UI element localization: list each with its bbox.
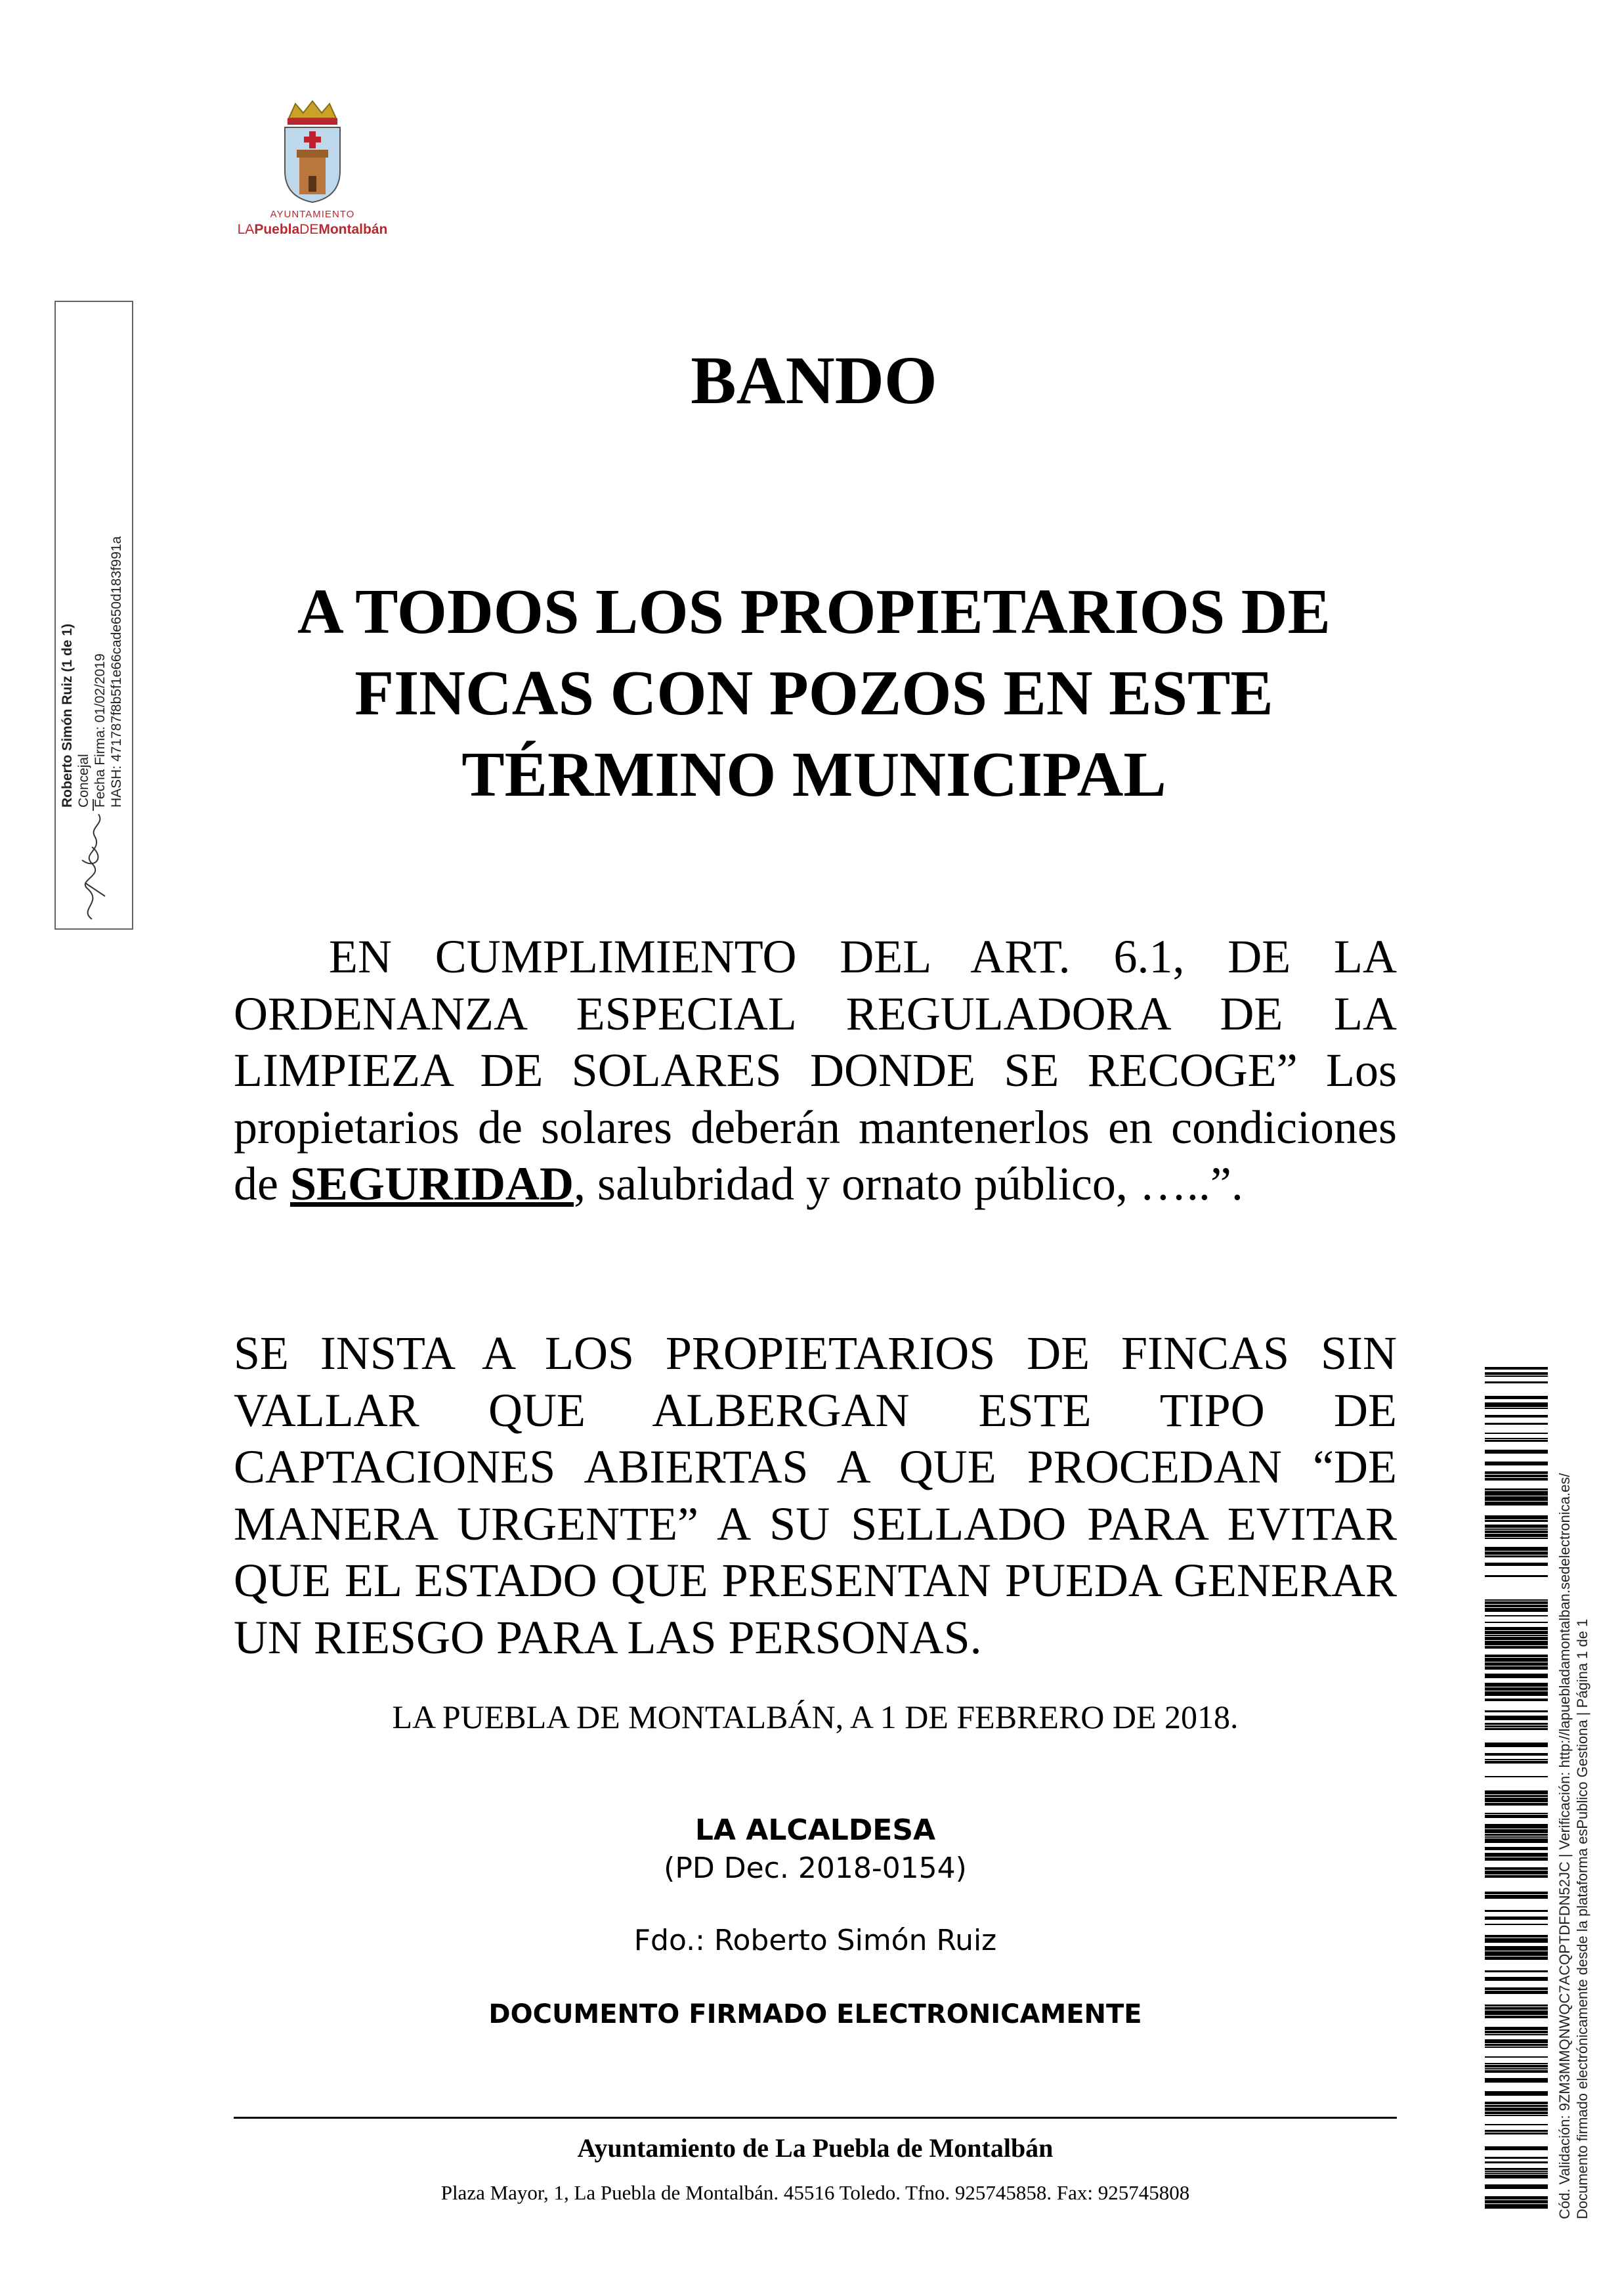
barcode-stripe (1485, 1666, 1548, 1670)
barcode-stripe (1485, 2063, 1548, 2064)
signer-position: Concejal (76, 754, 91, 808)
barcode-stripe (1485, 1761, 1548, 1764)
barcode-stripe (1485, 1367, 1548, 1370)
barcode-stripe (1485, 1790, 1548, 1794)
barcode-stripe (1485, 1917, 1548, 1920)
barcode-stripe (1485, 1829, 1548, 1833)
date-line: LA PUEBLA DE MONTALBÁN, A 1 DE FEBRERO DE 2018. (392, 1699, 1239, 1735)
barcode-stripe (1485, 1662, 1548, 1666)
barcode-stripe (1485, 1599, 1548, 1601)
barcode-stripe (1485, 1753, 1548, 1756)
barcode-stripe (1485, 1450, 1548, 1454)
barcode-stripe (1485, 1605, 1548, 1607)
decree-reference: (PD Dec. 2018-0154) (664, 1852, 967, 1885)
barcode-stripe (1485, 2056, 1548, 2058)
barcode-stripe (1485, 2115, 1548, 2116)
barcode-stripe (1485, 1496, 1548, 1501)
barcode-stripe (1485, 1547, 1548, 1551)
barcode-stripe (1485, 1951, 1548, 1956)
barcode-stripe (1485, 1924, 1548, 1925)
signature-stamp-text (59, 427, 125, 808)
signer-name: Roberto Simón Ruiz (1 de 1) (60, 623, 75, 808)
footer-organization: Ayuntamiento de La Puebla de Montalbán (577, 2133, 1054, 2163)
footer-address: Plaza Mayor, 1, La Puebla de Montalbán. 45516 Toledo. Tfno. 925745858. Fax: 925745808 (440, 2181, 1190, 2204)
barcode-stripe (1485, 2175, 1548, 2178)
barcode-stripe (1485, 1836, 1548, 1838)
barcode-stripe (1485, 2173, 1548, 2174)
electronic-signature-notice: DOCUMENTO FIRMADO ELECTRONICAMENTE (488, 1999, 1142, 2029)
validation-code: Cód. Validación: 9ZM3MMQNWQC7ACQPTDFDN52JC | Verificación: http://lapuebladamontalban.sedelectronica.es/ (1556, 1473, 1573, 2219)
barcode-stripe (1485, 1372, 1548, 1375)
barcode-stripe (1485, 1563, 1548, 1566)
barcode-stripe (1485, 1555, 1548, 1557)
signed-by: Fdo.: Roberto Simón Ruiz (633, 1924, 997, 1957)
barcode-stripe (1485, 1402, 1548, 1407)
barcode-stripe (1485, 1627, 1548, 1630)
barcode-stripe (1485, 1423, 1548, 1425)
barcode-stripe (1485, 1723, 1548, 1725)
coat-of-arms-icon (276, 98, 349, 205)
barcode-stripe (1485, 1408, 1548, 1409)
barcode-stripe (1485, 1615, 1548, 1616)
barcode-stripe (1485, 2065, 1548, 2068)
validation-text (1556, 1353, 1591, 2219)
barcode-stripe (1485, 1438, 1548, 1439)
barcode-stripe (1485, 2016, 1548, 2018)
barcode-stripe (1485, 1838, 1548, 1843)
barcode-stripe (1485, 1892, 1548, 1894)
barcode-stripe (1485, 1471, 1548, 1474)
barcode-stripe (1485, 1637, 1548, 1640)
barcode-stripe (1485, 2010, 1548, 2015)
barcode-stripe (1485, 2171, 1548, 2172)
barcode-stripe (1485, 2091, 1548, 2096)
barcode-stripe (1485, 1525, 1548, 1528)
barcode-stripe (1485, 2161, 1548, 2163)
barcode-stripe (1485, 1433, 1548, 1434)
barcode-stripe (1485, 1396, 1548, 1399)
barcode-stripe (1485, 1699, 1548, 1701)
barcode-stripe (1485, 1759, 1548, 1760)
barcode-stripe (1485, 1977, 1548, 1981)
barcode-stripe (1485, 1641, 1548, 1645)
barcode-stripe (1485, 2047, 1548, 2048)
barcode-stripe (1485, 2130, 1548, 2132)
signer-role: LA ALCALDESA (694, 1813, 936, 1847)
barcode-stripe (1485, 1551, 1548, 1555)
barcode-stripe (1485, 2112, 1548, 2114)
barcode-stripe (1485, 2105, 1548, 2107)
barcode-stripe (1485, 2007, 1548, 2010)
barcode-stripe (1485, 1631, 1548, 1634)
barcode-stripe (1485, 1795, 1548, 1797)
barcode-stripe (1485, 1375, 1548, 1377)
signature-hash: HASH: 471787f8b5f1e66cade650d183f991a (109, 536, 124, 808)
barcode-stripe (1485, 1440, 1548, 1442)
barcode-stripe (1485, 1728, 1548, 1730)
body-paragraph-2: SE INSTA A LOS PROPIETARIOS DE FINCAS SIN VALLAR QUE ALBERGAN ESTE TIPO DE CAPTACIONES ABIERTAS A QUE PROCEDAN “DE MANERA URGENTE” A SU SELLADO PARA EVITAR QUE EL ESTADO QUE PRESENTAN PUEDA GENERAR UN RIESGO PARA LAS PERSONAS. (234, 1327, 1397, 1664)
barcode-stripe (1485, 1683, 1548, 1687)
barcode-stripe (1485, 1475, 1548, 1477)
barcode-stripe (1485, 1895, 1548, 1899)
barcode-stripe (1485, 2196, 1548, 2199)
barcode-stripe (1485, 2027, 1548, 2030)
barcode-stripe (1485, 2102, 1548, 2104)
body-paragraph-1: EN CUMPLIMIENTO DEL ART. 6.1, DE LA ORDENANZA ESPECIAL REGULADORA DE LA LIMPIEZA DE SOLARES DONDE SE RECOGE” Los propietarios de solares deberán mantenerlos en condiciones de SEGURIDAD, salubridad y ornato público, …..”. (234, 930, 1397, 1210)
barcode-stripe (1485, 1834, 1548, 1836)
barcode-stripe (1485, 1871, 1548, 1874)
barcode-stripe (1485, 1528, 1548, 1530)
logo-caption-top: AYUNTAMIENTO (270, 209, 355, 220)
barcode-stripe (1485, 2068, 1548, 2069)
footer-divider (234, 2117, 1397, 2119)
logo-caption-name: LAPueblaDEMontalbán (237, 222, 388, 237)
barcode-stripe (1485, 1488, 1548, 1490)
barcode-stripe (1485, 1646, 1548, 1649)
barcode-stripe (1485, 1813, 1548, 1814)
subtitle-line-2: FINCAS CON POZOS EN ESTE (354, 658, 1273, 729)
barcode-stripe (1485, 1674, 1548, 1678)
barcode-stripe (1485, 1381, 1548, 1383)
barcode-stripe (1485, 1530, 1548, 1533)
barcode-stripe (1485, 1991, 1548, 1994)
barcode-stripe (1485, 1462, 1548, 1465)
barcode-stripe (1485, 2184, 1548, 2189)
barcode-stripe (1485, 2168, 1548, 2170)
barcode-stripe (1485, 1946, 1548, 1951)
barcode-stripe (1485, 1798, 1548, 1802)
barcode-stripe (1485, 1867, 1548, 1870)
barcode-stripe (1485, 1725, 1548, 1727)
barcode-stripe (1485, 2031, 1548, 2033)
barcode-stripe (1485, 1502, 1548, 1505)
barcode-stripe (1485, 1622, 1548, 1623)
validation-platform: Documento firmado electrónicamente desde la plataforma esPublico Gestiona | Página 1 de 1 (1574, 1618, 1590, 2219)
barcode-stripe (1485, 1824, 1548, 1829)
barcode-stripe (1485, 1847, 1548, 1850)
barcode-stripe (1485, 1875, 1548, 1878)
handwritten-signature-icon (66, 798, 118, 922)
municipal-logo (231, 98, 394, 249)
barcode-stripe (1485, 1635, 1548, 1636)
barcode-icon (1485, 1367, 1548, 2220)
barcode-stripe (1485, 1520, 1548, 1522)
barcode-stripe (1485, 1935, 1548, 1938)
barcode-stripe (1485, 2039, 1548, 2043)
barcode-stripe (1485, 1776, 1548, 1777)
barcode-stripe (1485, 1987, 1548, 1990)
barcode-stripe (1485, 1803, 1548, 1806)
page-title: BANDO (691, 343, 937, 418)
barcode-stripe (1485, 1857, 1548, 1861)
signature-date: Fecha Firma: 01/02/2019 (93, 653, 108, 808)
barcode-stripe (1485, 1601, 1548, 1604)
barcode-stripe (1485, 2204, 1548, 2209)
barcode-stripe (1485, 2044, 1548, 2046)
barcode-stripe (1485, 1716, 1548, 1720)
barcode-stripe (1485, 2133, 1548, 2134)
barcode-stripe (1485, 1938, 1548, 1943)
barcode-stripe (1485, 1415, 1548, 1418)
barcode-stripe (1485, 1575, 1548, 1577)
subtitle-line-3: TÉRMINO MUNICIPAL (461, 739, 1166, 810)
barcode-stripe (1485, 2157, 1548, 2159)
barcode-stripe (1485, 1743, 1548, 1747)
barcode-stripe (1485, 2146, 1548, 2150)
barcode-stripe (1485, 1710, 1548, 1712)
barcode-stripe (1485, 1608, 1548, 1612)
document-subtitle (232, 571, 1396, 815)
barcode-stripe (1485, 1910, 1548, 1912)
barcode-stripe (1485, 2070, 1548, 2073)
barcode-stripe (1485, 1687, 1548, 1691)
barcode-stripe (1485, 2200, 1548, 2203)
barcode-stripe (1485, 2078, 1548, 2083)
barcode-stripe (1485, 2034, 1548, 2035)
barcode-stripe (1485, 1957, 1548, 1960)
barcode-stripe (1485, 1970, 1548, 1972)
barcode-stripe (1485, 1691, 1548, 1696)
barcode-stripe (1485, 1815, 1548, 1818)
subtitle-line-1: A TODOS LOS PROPIETARIOS DE (297, 576, 1331, 647)
emphasis-seguridad: SEGURIDAD (289, 1158, 574, 1210)
barcode-stripe (1485, 2108, 1548, 2111)
barcode-stripe (1485, 2004, 1548, 2006)
barcode-stripe (1485, 1655, 1548, 1657)
barcode-stripe (1485, 1478, 1548, 1481)
barcode-stripe (1485, 2124, 1548, 2125)
barcode-stripe (1485, 1534, 1548, 1537)
barcode-stripe (1485, 1491, 1548, 1496)
barcode-stripe (1485, 1538, 1548, 1539)
barcode-stripe (1485, 1658, 1548, 1662)
barcode-stripe (1485, 1853, 1548, 1857)
barcode-stripe (1485, 1515, 1548, 1519)
